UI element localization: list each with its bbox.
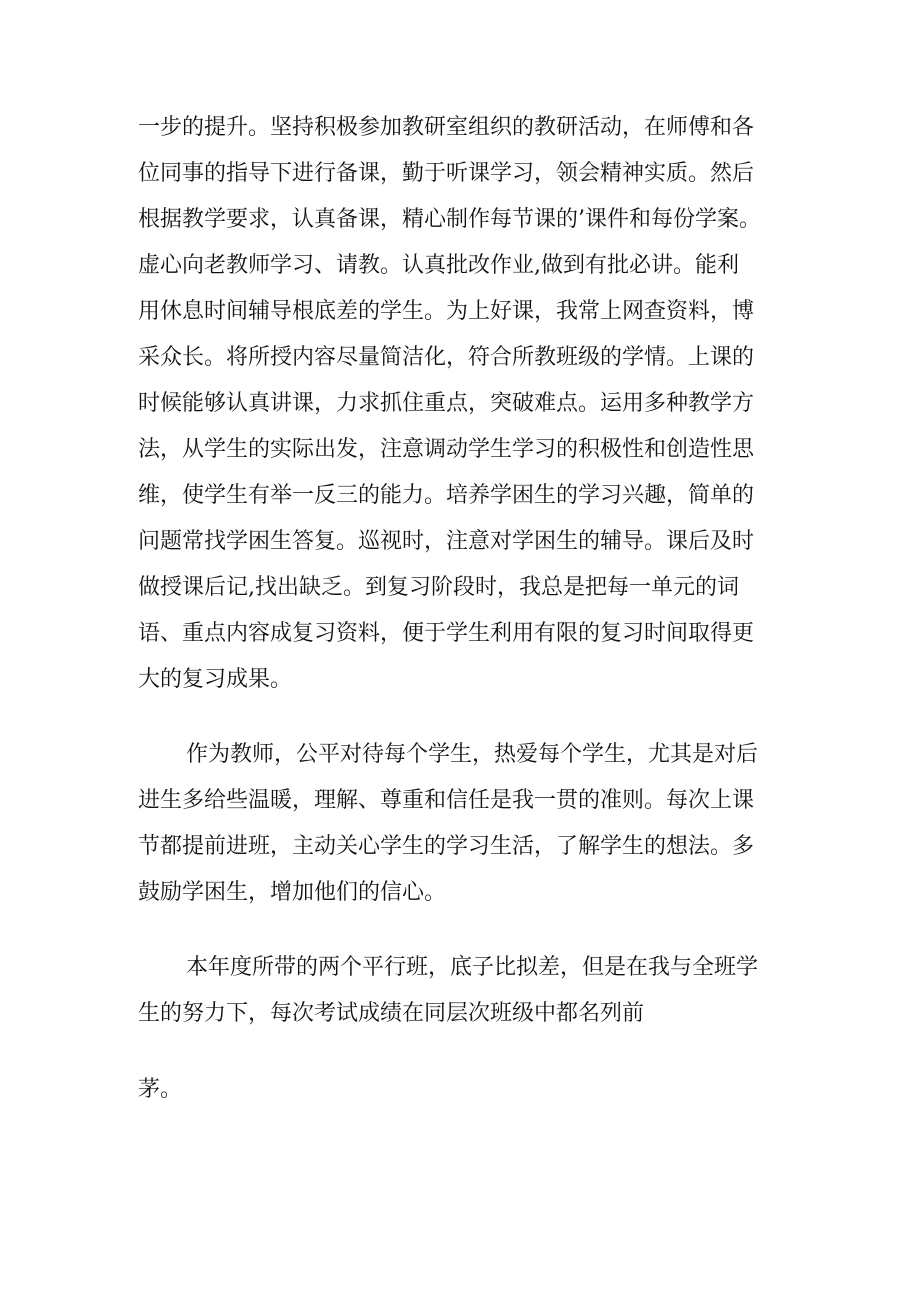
paragraph-1-line-4: 虚心向老教师学习、请教。认真批改作业,做到有批必讲。能利 <box>138 253 739 278</box>
paragraph-1-line-6: 采众长。将所授内容尽量简洁化，符合所教班级的学情。上课的 <box>138 345 755 370</box>
paragraph-1-line-3: 根据教学要求，认真备课，精心制作每节课的’课件和每份学案。 <box>138 207 761 232</box>
paragraph-1-line-11: 做授课后记,找出缺乏。到复习阶段时，我总是把每一单元的词 <box>138 575 739 600</box>
paragraph-1-line-1: 一步的提升。坚持积极参加教研室组织的教研活动，在师傅和各 <box>138 115 755 140</box>
paragraph-3-line-1: 本年度所带的两个平行班，底子比拟差，但是在我与全班学 <box>186 955 759 980</box>
paragraph-1-line-9: 维，使学生有举一反三的能力。培养学困生的学习兴趣，简单的 <box>138 483 755 508</box>
paragraph-1-line-7: 时候能够认真讲课，力求抓住重点，突破难点。运用多种教学方 <box>138 391 755 416</box>
paragraph-1-line-13: 大的复习成果。 <box>138 667 293 692</box>
paragraph-3-line-2: 生的努力下，每次考试成绩在同层次班级中都名列前 <box>138 1001 645 1026</box>
paragraph-1-line-2: 位同事的指导下进行备课，勤于听课学习，领会精神实质。然后 <box>138 161 755 186</box>
paragraph-2-line-4: 鼓励学困生，增加他们的信心。 <box>138 880 447 905</box>
paragraph-2-line-2: 进生多给些温暖，理解、尊重和信任是我一贯的准则。每次上课 <box>138 788 755 813</box>
paragraph-1-line-5: 用休息时间辅导根底差的学生。为上好课，我常上网查资料，博 <box>138 299 755 324</box>
paragraph-1-line-12: 语、重点内容成复习资料，便于学生利用有限的复习时间取得更 <box>138 621 755 646</box>
paragraph-1-line-8: 法，从学生的实际出发，注意调动学生学习的积极性和创造性思 <box>138 437 755 462</box>
paragraph-1-line-10: 问题常找学困生答复。巡视时，注意对学困生的辅导。课后及时 <box>138 529 755 554</box>
paragraph-2-line-3: 节都提前进班，主动关心学生的学习生活，了解学生的想法。多 <box>138 834 755 859</box>
paragraph-2-line-1: 作为教师，公平对待每个学生，热爱每个学生，尤其是对后 <box>186 742 759 767</box>
paragraph-4-line-1: 茅。 <box>138 1077 183 1102</box>
